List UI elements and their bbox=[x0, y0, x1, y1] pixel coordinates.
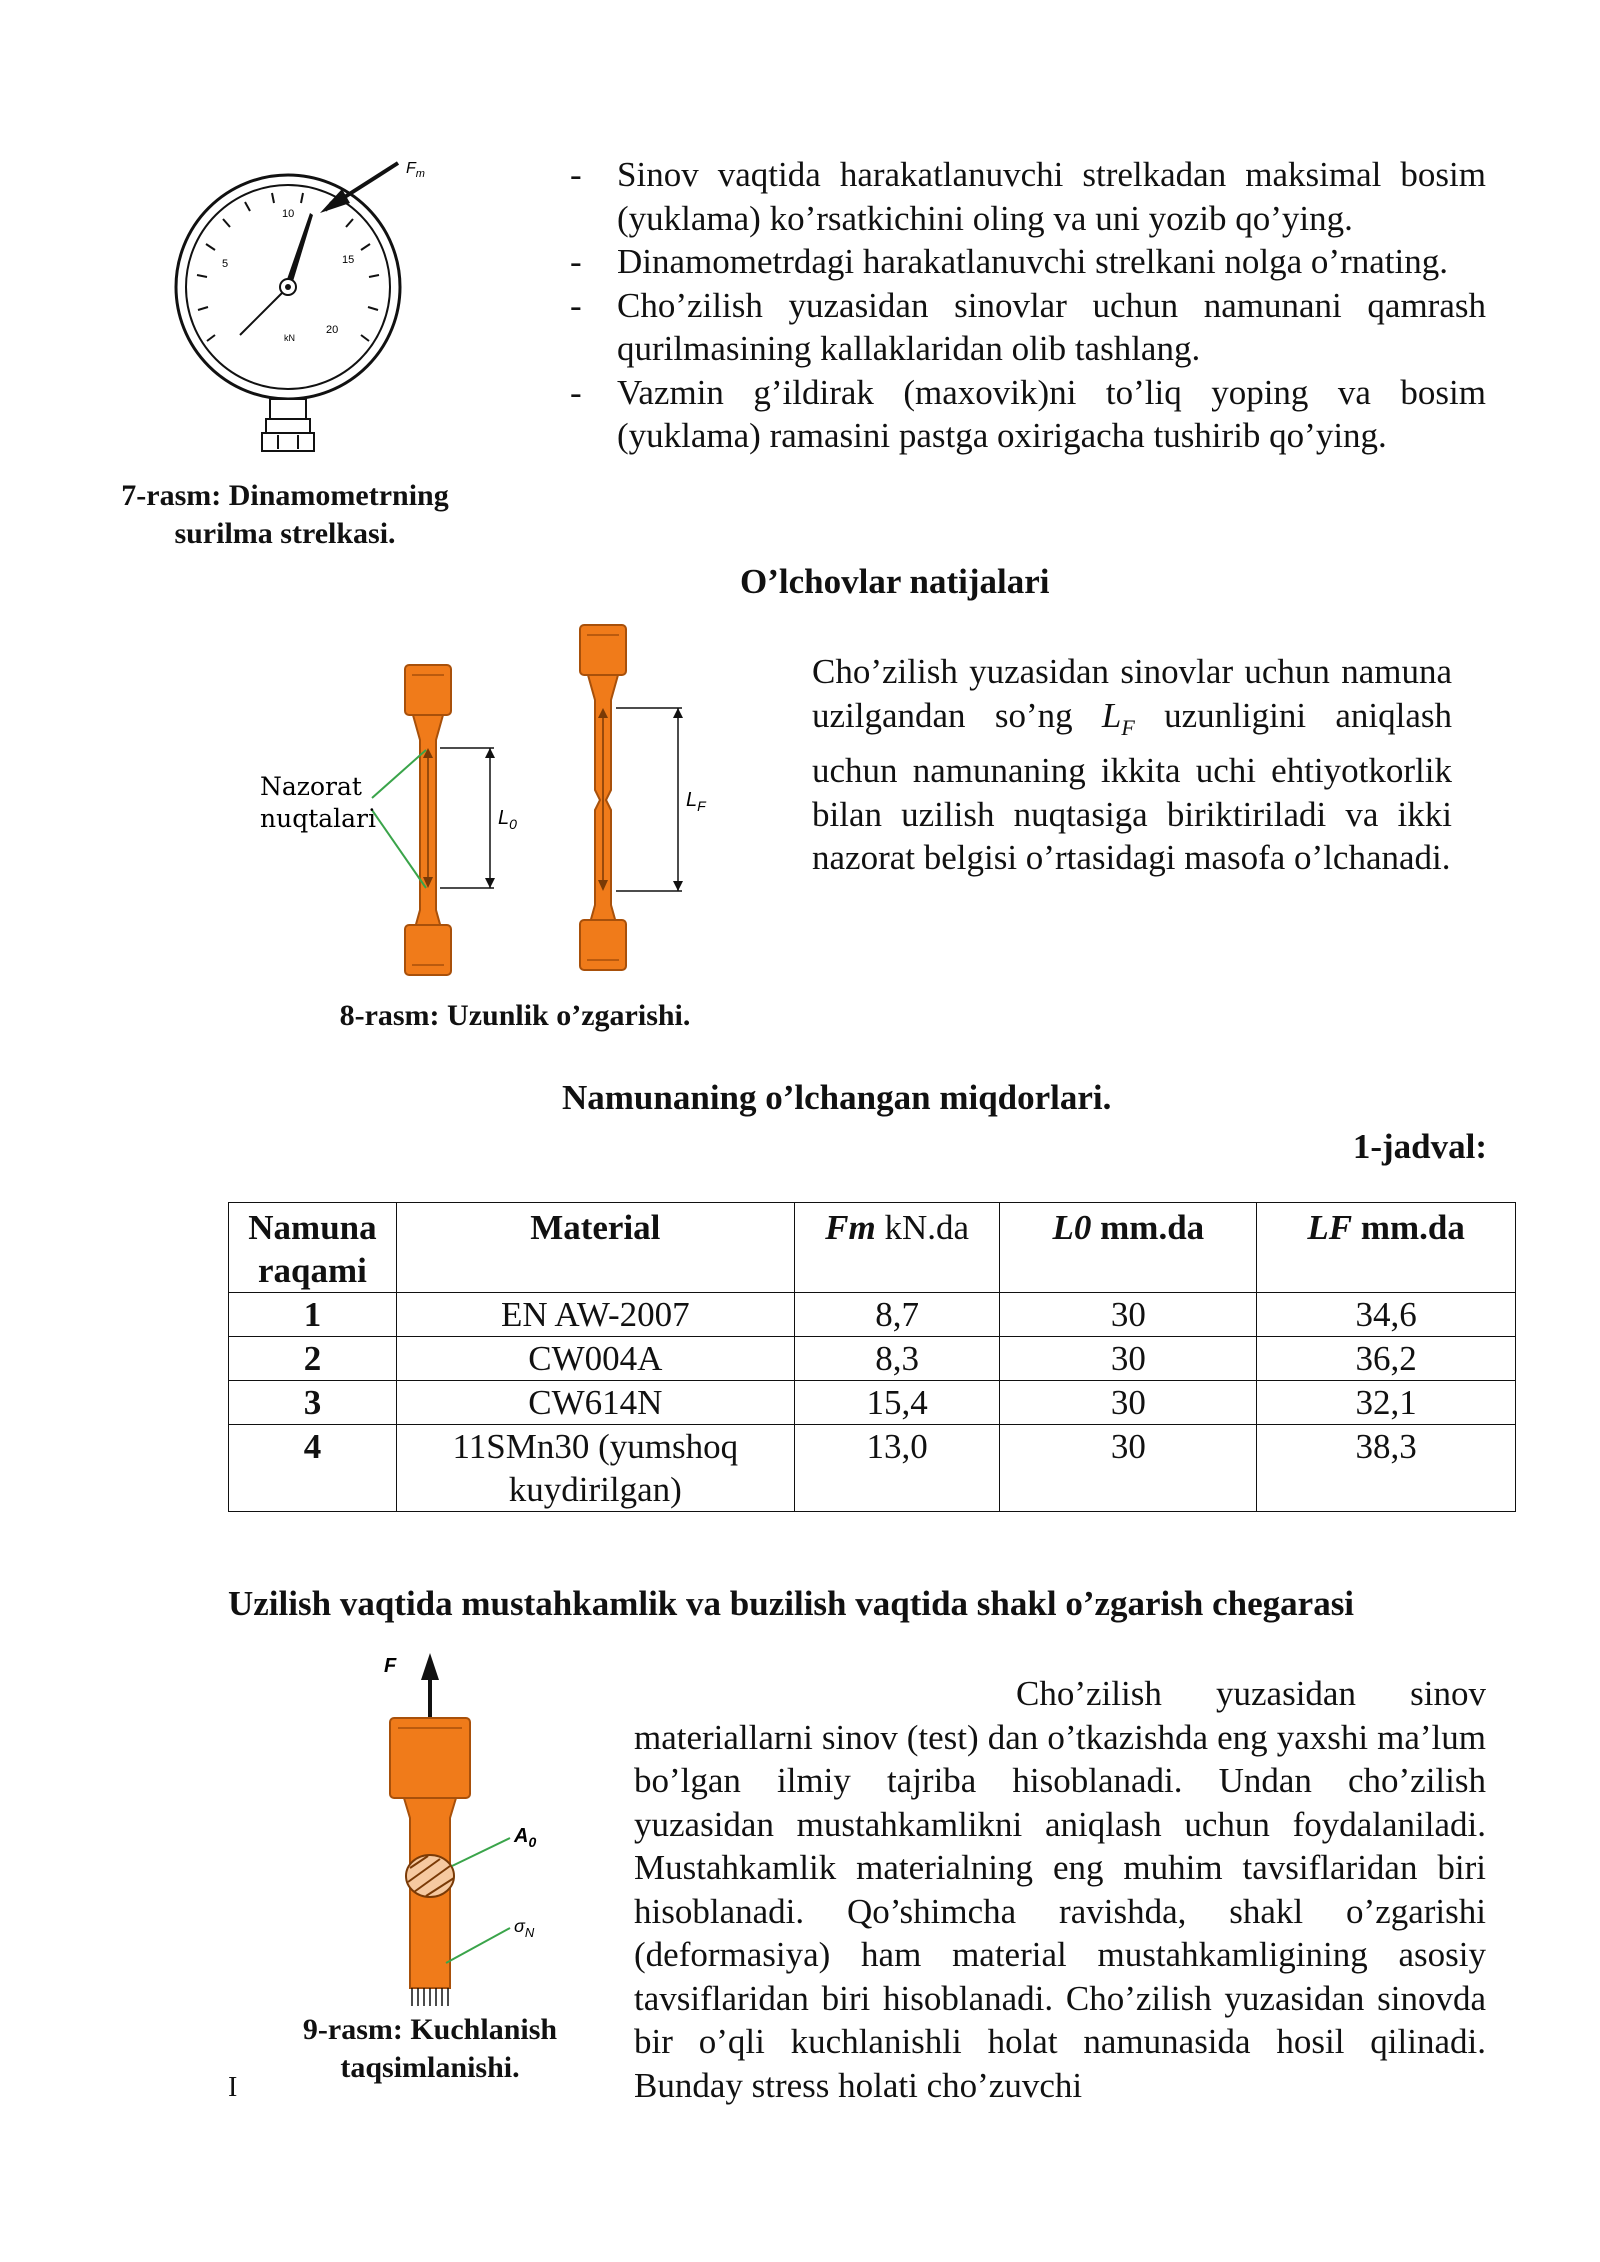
cell-material: 11SMn30 (yumshoq kuydirilgan) bbox=[396, 1425, 794, 1512]
cell-number: 2 bbox=[229, 1337, 397, 1381]
specimen-after bbox=[580, 625, 626, 970]
force-arrow bbox=[421, 1653, 439, 1718]
stress-arrows bbox=[412, 1988, 448, 2006]
cell-material: CW614N bbox=[396, 1381, 794, 1425]
figure-7-caption bbox=[90, 477, 480, 553]
procedure-step bbox=[570, 153, 1486, 240]
specimen-before bbox=[405, 665, 451, 975]
table-row bbox=[229, 1337, 1516, 1381]
cell-l0: 30 bbox=[1000, 1381, 1257, 1425]
lf-label: $L_F$ bbox=[686, 789, 706, 814]
results-paragraph bbox=[812, 650, 1452, 880]
cell-fm: 8,3 bbox=[794, 1337, 1000, 1381]
cell-number: 1 bbox=[229, 1293, 397, 1337]
lf-dimension bbox=[616, 708, 683, 891]
cell-material: CW004A bbox=[396, 1337, 794, 1381]
table-label: 1-jadval: bbox=[1352, 1127, 1487, 1166]
step-text: Cho’zilish yuzasidan sinovlar uchun namunani qamrash qurilmasining kallaklaridan olib tashlang. bbox=[617, 285, 1486, 368]
results-text-start: Cho’zilish yuzasidan sinovlar uchun namuna uzilgandan so’ng bbox=[812, 652, 1452, 735]
cell-fm: 13,0 bbox=[794, 1425, 1000, 1512]
header-l0-unit: mm.da bbox=[1091, 1208, 1205, 1247]
header-number: Namuna raqami bbox=[229, 1203, 397, 1293]
header-material: Material bbox=[396, 1203, 794, 1293]
step-marker: - bbox=[570, 285, 582, 325]
header-lf-symbol: LF bbox=[1307, 1208, 1353, 1247]
figure-8-caption: 8-rasm: Uzunlik o’zgarishi. bbox=[339, 999, 691, 1032]
header-fm-symbol: Fm bbox=[825, 1208, 876, 1247]
table-row bbox=[229, 1293, 1516, 1337]
step-marker: - bbox=[570, 372, 582, 412]
step-text: Vazmin g’ildirak (maxovik)ni to’liq yoping va bosim (yuklama) ramasini pastga oxirigacha tushirib qo’ying. bbox=[617, 372, 1486, 455]
figure-9-caption-line-1: 9-rasm: Kuchlanish bbox=[302, 2013, 558, 2046]
cell-fm: 15,4 bbox=[794, 1381, 1000, 1425]
cell-lf: 34,6 bbox=[1257, 1293, 1516, 1337]
procedure-step bbox=[570, 240, 1486, 284]
control-points-label-line-1: Nazorat bbox=[260, 772, 362, 801]
stress-distribution-figure bbox=[370, 1648, 570, 2008]
page-marker: I bbox=[228, 2072, 238, 2103]
procedure-step bbox=[570, 371, 1486, 458]
sigma-label: $\sigma_N$ bbox=[514, 1916, 535, 1940]
results-text-lf: $L_F$ bbox=[1101, 695, 1135, 740]
fm-label: $F_m$ bbox=[406, 160, 425, 180]
header-fm-unit: kN.da bbox=[875, 1208, 970, 1247]
header-lf bbox=[1257, 1203, 1516, 1293]
table-title: Namunaning o’lchangan miqdorlari. bbox=[562, 1078, 1112, 1117]
results-text-end: uzunligini aniqlash uchun namunaning ikkita uchi ehtiyotkorlik bilan uzilish nuqtasiga biriktiriladi va ikki nazorat belgisi o’rtasidagi masofa o’lchanadi. bbox=[812, 695, 1452, 877]
header-fm bbox=[794, 1203, 1000, 1293]
cell-l0: 30 bbox=[1000, 1425, 1257, 1512]
step-text: Sinov vaqtida harakatlanuvchi strelkadan maksimal bosim (yuklama) ko’rsatkichini oling va uni yozib qo’ying. bbox=[617, 155, 1486, 238]
cell-lf: 36,2 bbox=[1257, 1337, 1516, 1381]
specimen-elongation-figure bbox=[250, 620, 730, 985]
cell-lf: 32,1 bbox=[1257, 1381, 1516, 1425]
figure-9-caption bbox=[270, 2011, 590, 2087]
step-marker: - bbox=[570, 242, 582, 281]
table-row bbox=[229, 1425, 1516, 1512]
control-point-leaders bbox=[372, 750, 426, 888]
step-text: Dinamometrdagi harakatlanuvchi strelkani nolga o’rnating. bbox=[617, 242, 1448, 281]
section-heading: Uzilish vaqtida mustahkamlik va buzilish vaqtida shakl o’zgarish chegarasi bbox=[228, 1584, 1355, 1623]
procedure-steps bbox=[570, 153, 1486, 458]
dial-label-15: 15 bbox=[342, 254, 355, 266]
figure-9-caption-line-2: taqsimlanishi. bbox=[340, 2051, 520, 2084]
figure-7-caption-line-2: surilma strelkasi. bbox=[174, 517, 396, 550]
a0-label: $A_0$ bbox=[514, 1825, 537, 1850]
table-header-row bbox=[229, 1203, 1516, 1293]
header-l0 bbox=[1000, 1203, 1257, 1293]
step-marker: - bbox=[570, 155, 582, 194]
gauge-stem bbox=[262, 399, 314, 451]
dial-label-20: 20 bbox=[326, 324, 339, 336]
cell-l0: 30 bbox=[1000, 1293, 1257, 1337]
dynamometer-gauge-figure bbox=[170, 145, 490, 465]
section-paragraph: Cho’zilish yuzasidan sinov materiallarni sinov (test) dan o’tkazishda eng yaxshi ma’lum bo’lgan ilmiy tajriba hisoblanadi. Undan cho’zilish yuzasidan mustahkamlikni aniqlash uchun foydalaniladi. Mustahkamlik materialning eng muhim tavsiflaridan biri hisoblanadi. Qo’shimcha ravishda, shakl o’zgarishi (deformasiya) ham material mustahkamligining asosiy tavsiflaridan biri hisoblanadi. Cho’zilish yuzasidan sinovda bir o’qli kuchlanishli holat namunasida hosil qilinadi. Bunday stress holati cho’zuvchi bbox=[634, 1674, 1486, 2105]
dial-label-5: 5 bbox=[222, 258, 229, 270]
dial-label-10: 10 bbox=[282, 208, 295, 220]
force-label: F bbox=[384, 1655, 397, 1677]
cross-section-hatch bbox=[406, 1855, 454, 1897]
cell-l0: 30 bbox=[1000, 1337, 1257, 1381]
cell-number: 3 bbox=[229, 1381, 397, 1425]
cell-lf: 38,3 bbox=[1257, 1425, 1516, 1512]
control-points-label-line-2: nuqtalari bbox=[260, 804, 377, 833]
measurements-table bbox=[228, 1202, 1516, 1512]
dial-unit: kN bbox=[284, 333, 295, 343]
table-row bbox=[229, 1381, 1516, 1425]
cell-number: 4 bbox=[229, 1425, 397, 1512]
cell-material: EN AW-2007 bbox=[396, 1293, 794, 1337]
results-heading: O’lchovlar natijalari bbox=[740, 562, 1050, 601]
l0-dimension bbox=[440, 748, 495, 888]
figure-7-caption-line-1: 7-rasm: Dinamometrning bbox=[121, 479, 449, 512]
procedure-step bbox=[570, 284, 1486, 371]
specimen bbox=[390, 1718, 470, 1988]
cell-fm: 8,7 bbox=[794, 1293, 1000, 1337]
l0-label: $L_0$ bbox=[498, 807, 517, 832]
header-lf-unit: mm.da bbox=[1352, 1208, 1465, 1247]
header-l0-symbol: L0 bbox=[1052, 1208, 1092, 1247]
